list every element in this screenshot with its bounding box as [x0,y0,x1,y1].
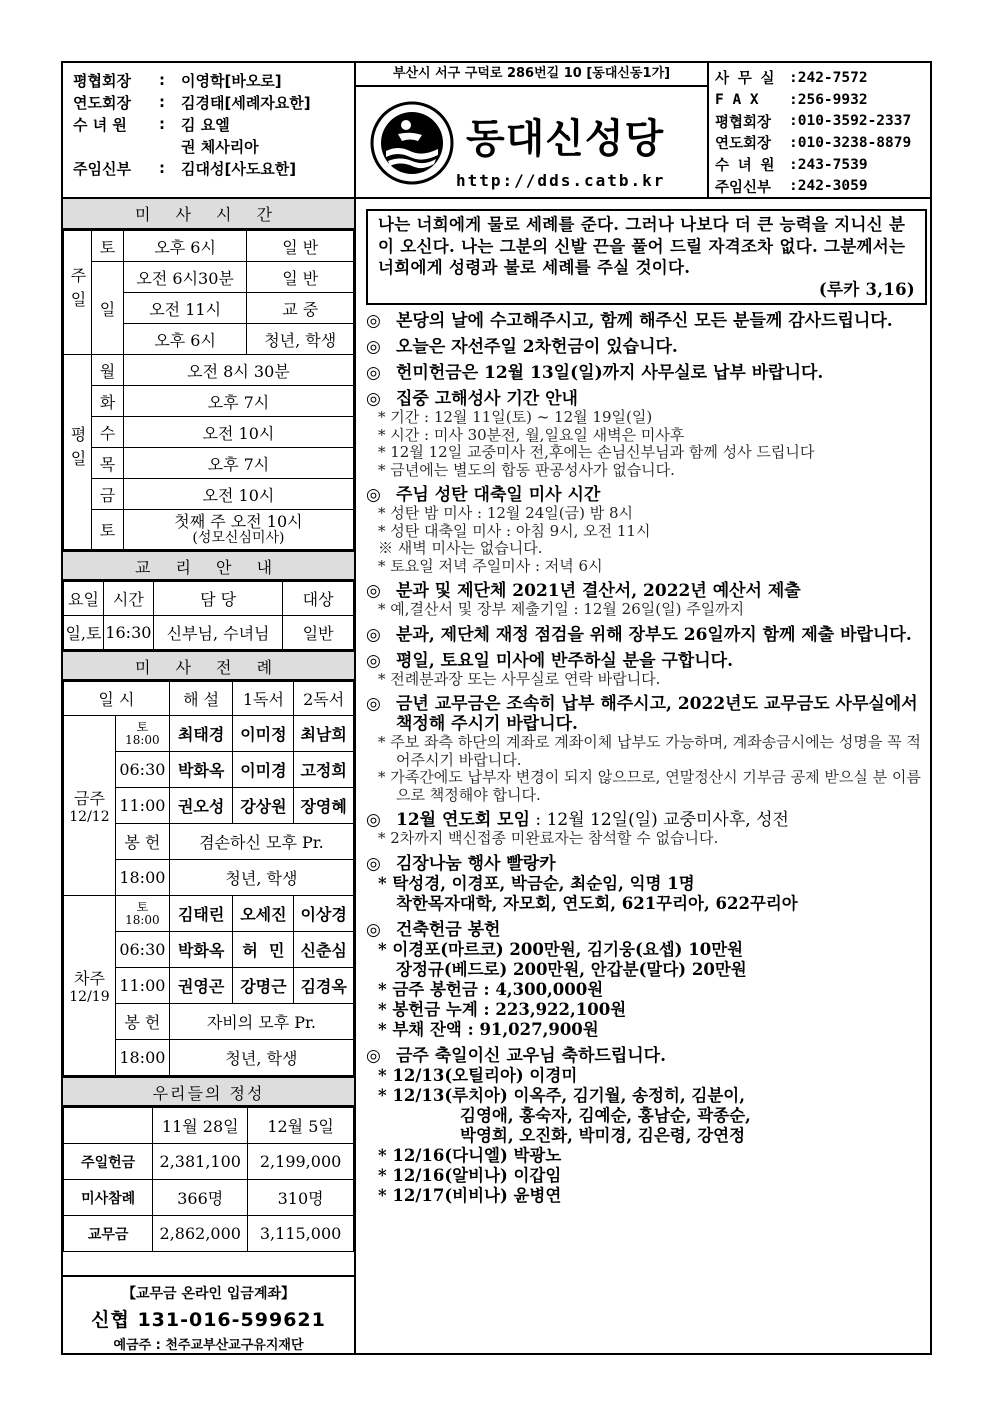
contact-row: 주임신부 :242-3059 [715,178,868,196]
announcement: ◎ 주님 성탄 대축일 미사 시간 * 성탄 밤 미사 : 12월 24일(금) 밤 8시 * 성탄 대축일 미사 : 아침 9시, 오전 11시 ※ 새벽 미사는 없습니다. * 토요일 저녁 주일미사 : 저녁 6시 [366,485,651,575]
contact-row: F A X :256-9932 [715,91,868,108]
week-label: 금주 12/12 [64,716,116,896]
officer-row: 연도회장 : 김경태[세례자요한] [73,93,311,112]
liturgy-table: 일 시 해 설 1독서 2독서 금주 12/12 토 18:00 최태경 이미정 최남희 06:30 박화옥 이미경 고정희 11:00 권오성 강상원 장영혜 봉 헌 겸손하신 모후 Pr. 18:00 청년, 학생 차주 12/19 토 18:00 김태린 오세진 이상경 06:30 박화옥 허 민 신춘심 11:00 권영곤 강명근 김경옥 봉 헌 자비의 모후 Pr. 18:00 청년, 학생 [63,681,354,1076]
bulletin-page [61,61,932,1355]
liturgy-heading: 미 사 전 례 [63,650,354,681]
announcement: ◎ 오늘은 자선주일 2차헌금이 있습니다. [366,337,678,357]
announcement: ◎ 12월 연도회 모임 : 12월 12일(일) 교중미사후, 성전 * 2차까지 백신접종 미완료자는 참석할 수 없습니다. [366,810,789,847]
weekday-label: 평일 [64,355,92,550]
mass-times-table: 주일 토 오후 6시 일 반 일 오전 6시30분 일 반 오전 11시 교 중 오후 6시 청년, 학생 평일 월 오전 8시 30분 화 오후 7시 수 오전 10시 목 오후 7시 금 오전 10시 토 첫째 주 오전 10시 (성모신심미사) [63,230,354,550]
header [63,63,930,199]
announcement: ◎ 분과 및 제단체 2021년 결산서, 2022년 예산서 제출 * 예,결산서 및 장부 제출기일 : 12월 26일(일) 주일까지 [366,581,801,618]
announcement: ◎ 금주 축일이신 교우님 축하드립니다. * 12/13(오틸리아) 이경미 * 12/13(루치아) 이옥주, 김기월, 송정히, 김분이, 김영애, 홍숙자, 김예순, 홍남순, 곽종순, 박영희, 오진화, 박미경, 김은령, 강연정 * 12/16(다니엘) 박광노 * 12/16(알비나) 이갑임 * 12/17(비비나) 윤병연 [366,1045,751,1205]
offerings-heading: 우리들의 정성 [63,1076,354,1107]
catechism-heading: 교 리 안 내 [63,550,354,581]
offerings-table: 11월 28일 12월 5일 주일헌금 2,381,100 2,199,000 미사참례 366명 310명 교무금 2,862,000 3,115,000 [63,1107,354,1252]
church-logo [370,101,454,185]
church-name: 동대신성당 [466,116,665,162]
announcement: ◎ 헌미헌금은 12월 13일(일)까지 사무실로 납부 바랍니다. [366,363,824,383]
announcement: ◎ 건축헌금 봉헌 * 이경포(마르코) 200만원, 김기웅(요셉) 10만원 장정규(베드로) 200만원, 안갑분(말다) 20만원 * 금주 봉헌금 : 4,300,000원 * 봉헌금 누계 : 223,922,100원 * 부채 잔액 : 91,027,900원 [366,919,747,1039]
announcement: ◎ 분과, 제단체 재정 점검을 위해 장부도 26일까지 함께 제출 바랍니다. [366,624,912,645]
contact-row: 사 무 실 :242-7572 [715,69,868,88]
church-address: 부산시 서구 구덕로 286번길 10 [동대신동1가] [356,63,707,87]
officer-row: 평협회장 : 이영학[바오로] [73,71,282,90]
officer-row: 주임신부 : 김대성[사도요한] [73,159,297,178]
contact-row: 연도회장 :010-3238-8879 [715,134,912,153]
officers-list [63,63,356,197]
church-url[interactable]: http://dds.catb.kr [456,171,666,190]
catechism-table: 요일 시간 담 당 대상 일,토 16:30 신부님, 수녀님 일반 [63,581,354,650]
announcement: ◎ 평일, 토요일 미사에 반주하실 분을 구합니다. * 전례분과장 또는 사무실로 연락 바랍니다. [366,650,734,688]
week-label: 차주 12/19 [64,896,116,1076]
officer-row: 수 녀 원 : 김 요엘 [73,115,230,134]
sunday-label: 주일 [64,231,92,355]
scripture-quote: 나는 너희에게 물로 세례를 준다. 그러나 나보다 더 큰 능력을 지니신 분이 오신다. 나는 그분의 신발 끈을 풀어 드릴 자격조차 없다. 그분께서는 너희에게 성령과 불로 세례를 주실 것이다. (루카 3,16) [366,209,927,305]
announcement: ◎ 김장나눔 행사 빨랑카 * 탁성경, 이경포, 박금순, 최순임, 익명 1명 착한목자대학, 자모회, 연도회, 621꾸리아, 622꾸리아 [366,853,798,913]
announcement: ◎ 본당의 날에 수고해주시고, 함께 해주신 모든 분들께 감사드립니다. [366,311,893,331]
mass-times-heading: 미 사 시 간 [63,199,354,230]
left-column [63,199,356,1355]
contact-row: 수 녀 원 :243-7539 [715,156,868,175]
donation-account: 【교무금 온라인 입금계좌】 신협 131-016-599621 예금주 : 천주교부산교구유지재단 [63,1275,354,1355]
announcement: ◎ 집중 고해성사 기간 안내 * 기간 : 12월 11일(토) ~ 12월 19일(일) * 시간 : 미사 30분전, 월,일요일 새벽은 미사후 * 12월 12일 교중미사 전,후에는 손님신부님과 함께 성사 드립니다 * 금년에는 별도의 합동 판공성사가 없습니다. [366,389,815,479]
church-title-block [356,63,709,197]
announcements-column [356,199,930,1355]
announcement: ◎ 금년 교무금은 조속히 납부 해주시고, 2022년도 교무금도 사무실에서 책정해 주시기 바랍니다. * 주보 좌측 하단의 계좌로 계좌이체 납부도 가능하며, 계좌송금시에는 성명을 꼭 적어주시기 바랍니다. * 가족간에도 납부자 변경이 되지 않으므로, 연말정산시 기부금 공제 받으실 분 이름으로 책정해야 합니다. [366,694,921,804]
officer-row: 권 체사리아 [181,137,259,156]
contacts-list [709,63,930,197]
contact-row: 평협회장 :010-3592-2337 [715,113,912,131]
